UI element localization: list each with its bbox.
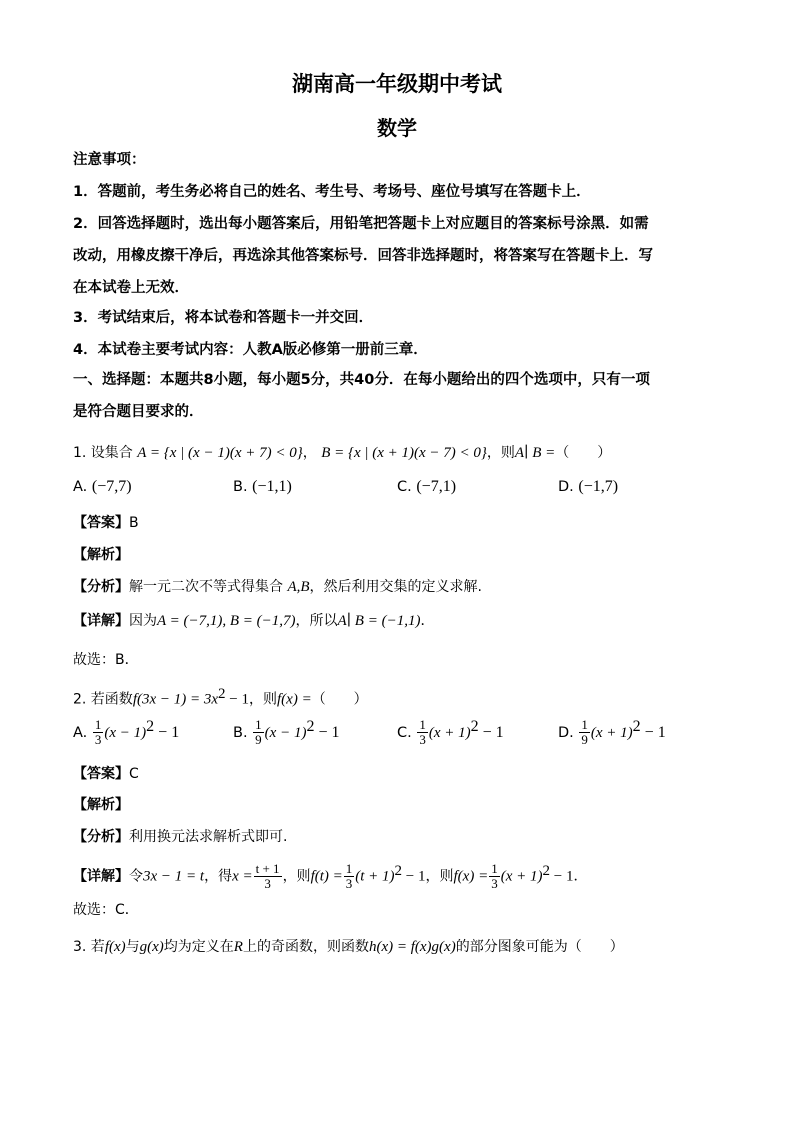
q2-option-a: A. $\frac{1}{3}$ $(x - 1)^2 - 1$ <box>73 717 180 748</box>
q2-answer: 【答案】C <box>73 766 139 782</box>
q1-option-a: A. (−7,7) <box>73 478 132 495</box>
q2-option-d: D. $\frac{1}{9}$ $(x + 1)^2 - 1$ <box>558 717 666 748</box>
question-2-stem: 2. 若函数$f(3x - 1) = 3x^2 - 1$，则f(x) =（ ） <box>73 686 368 708</box>
q1-set-b: B = {x | (x + 1)(x − 7) < 0} <box>321 445 487 461</box>
q1-fenxi: 【分析】解一元二次不等式得集合 A,B，然后利用交集的定义求解. <box>73 579 482 595</box>
exam-title: 湖南高一年级期中考试 <box>292 72 502 96</box>
q1-answer: 【答案】B <box>73 515 139 531</box>
section-heading-cont: 是符合题目要求的． <box>73 404 204 420</box>
q1-analysis-tag: 【解析】 <box>73 547 129 563</box>
notice-item-1: 1．答题前，考生务必将自己的姓名、考生号、考场号、座位号填写在答题卡上． <box>73 184 591 200</box>
question-3-stem: 3. 若f(x)与g(x)均为定义在R上的奇函数，则函数h(x) = f(x)g(x)的部分图象可能为（ ） <box>73 939 624 955</box>
exam-subject: 数学 <box>377 116 417 140</box>
notice-heading: 注意事项： <box>73 152 146 168</box>
q1-tail: ，则 <box>486 445 515 461</box>
q1-choose: 故选：B． <box>73 652 139 668</box>
q2-option-c: C. $\frac{1}{3}$ $(x + 1)^2 - 1$ <box>397 717 504 748</box>
notice-item-4: 4．本试卷主要考试内容：人教A版必修第一册前三章． <box>73 342 428 358</box>
notice-item-3: 3．考试结束后，将本试卷和答题卡一并交回． <box>73 310 374 326</box>
q1-set-a: A = {x | (x − 1)(x + 7) < 0} <box>137 445 303 461</box>
q1-paren: （ ） <box>555 445 612 461</box>
q2-option-b: B. $\frac{1}{9}$ $(x - 1)^2 - 1$ <box>233 717 340 748</box>
q2-analysis-tag: 【解析】 <box>73 797 129 813</box>
q2-fenxi: 【分析】利用换元法求解析式即可. <box>73 829 288 845</box>
notice-item-2-cont: 改动，用橡皮擦干净后，再选涂其他答案标号．回答非选择题时，将答案写在答题卡上．写 <box>73 248 653 264</box>
q2-choose: 故选：C． <box>73 902 139 918</box>
q1-sep: ， <box>302 445 317 461</box>
q1-prefix: 1. 设集合 <box>73 445 133 461</box>
q1-option-d: D. (−1,7) <box>558 478 619 495</box>
q1-expr: A∣ B = <box>514 445 556 461</box>
notice-item-2: 2．回答选择题时，选出每小题答案后，用铅笔把答题卡上对应题目的答案标号涂黑．如需 <box>73 216 649 232</box>
q1-option-c: C. (−7,1) <box>397 478 457 495</box>
q1-detail: 【详解】因为A = (−7,1), B = (−1,7)，所以A∣ B = (−1,1)． <box>73 613 435 629</box>
q1-option-b: B. (−1,1) <box>233 478 292 495</box>
question-1-stem <box>73 443 723 463</box>
section-heading: 一、选择题：本题共8小题，每小题5分，共40分．在每小题给出的四个选项中，只有一项 <box>73 372 650 388</box>
notice-item-2-end: 在本试卷上无效． <box>73 280 189 296</box>
q2-detail: 【详解】令3x − 1 = t，得x = $\frac{t + 1}{3}$ ，则f(t) = $\frac{1}{3}$ $(t + 1)^2 - 1$，则f(x) = $\frac{1}{3}$ $(x + 1)^2 - 1$． <box>73 861 588 892</box>
